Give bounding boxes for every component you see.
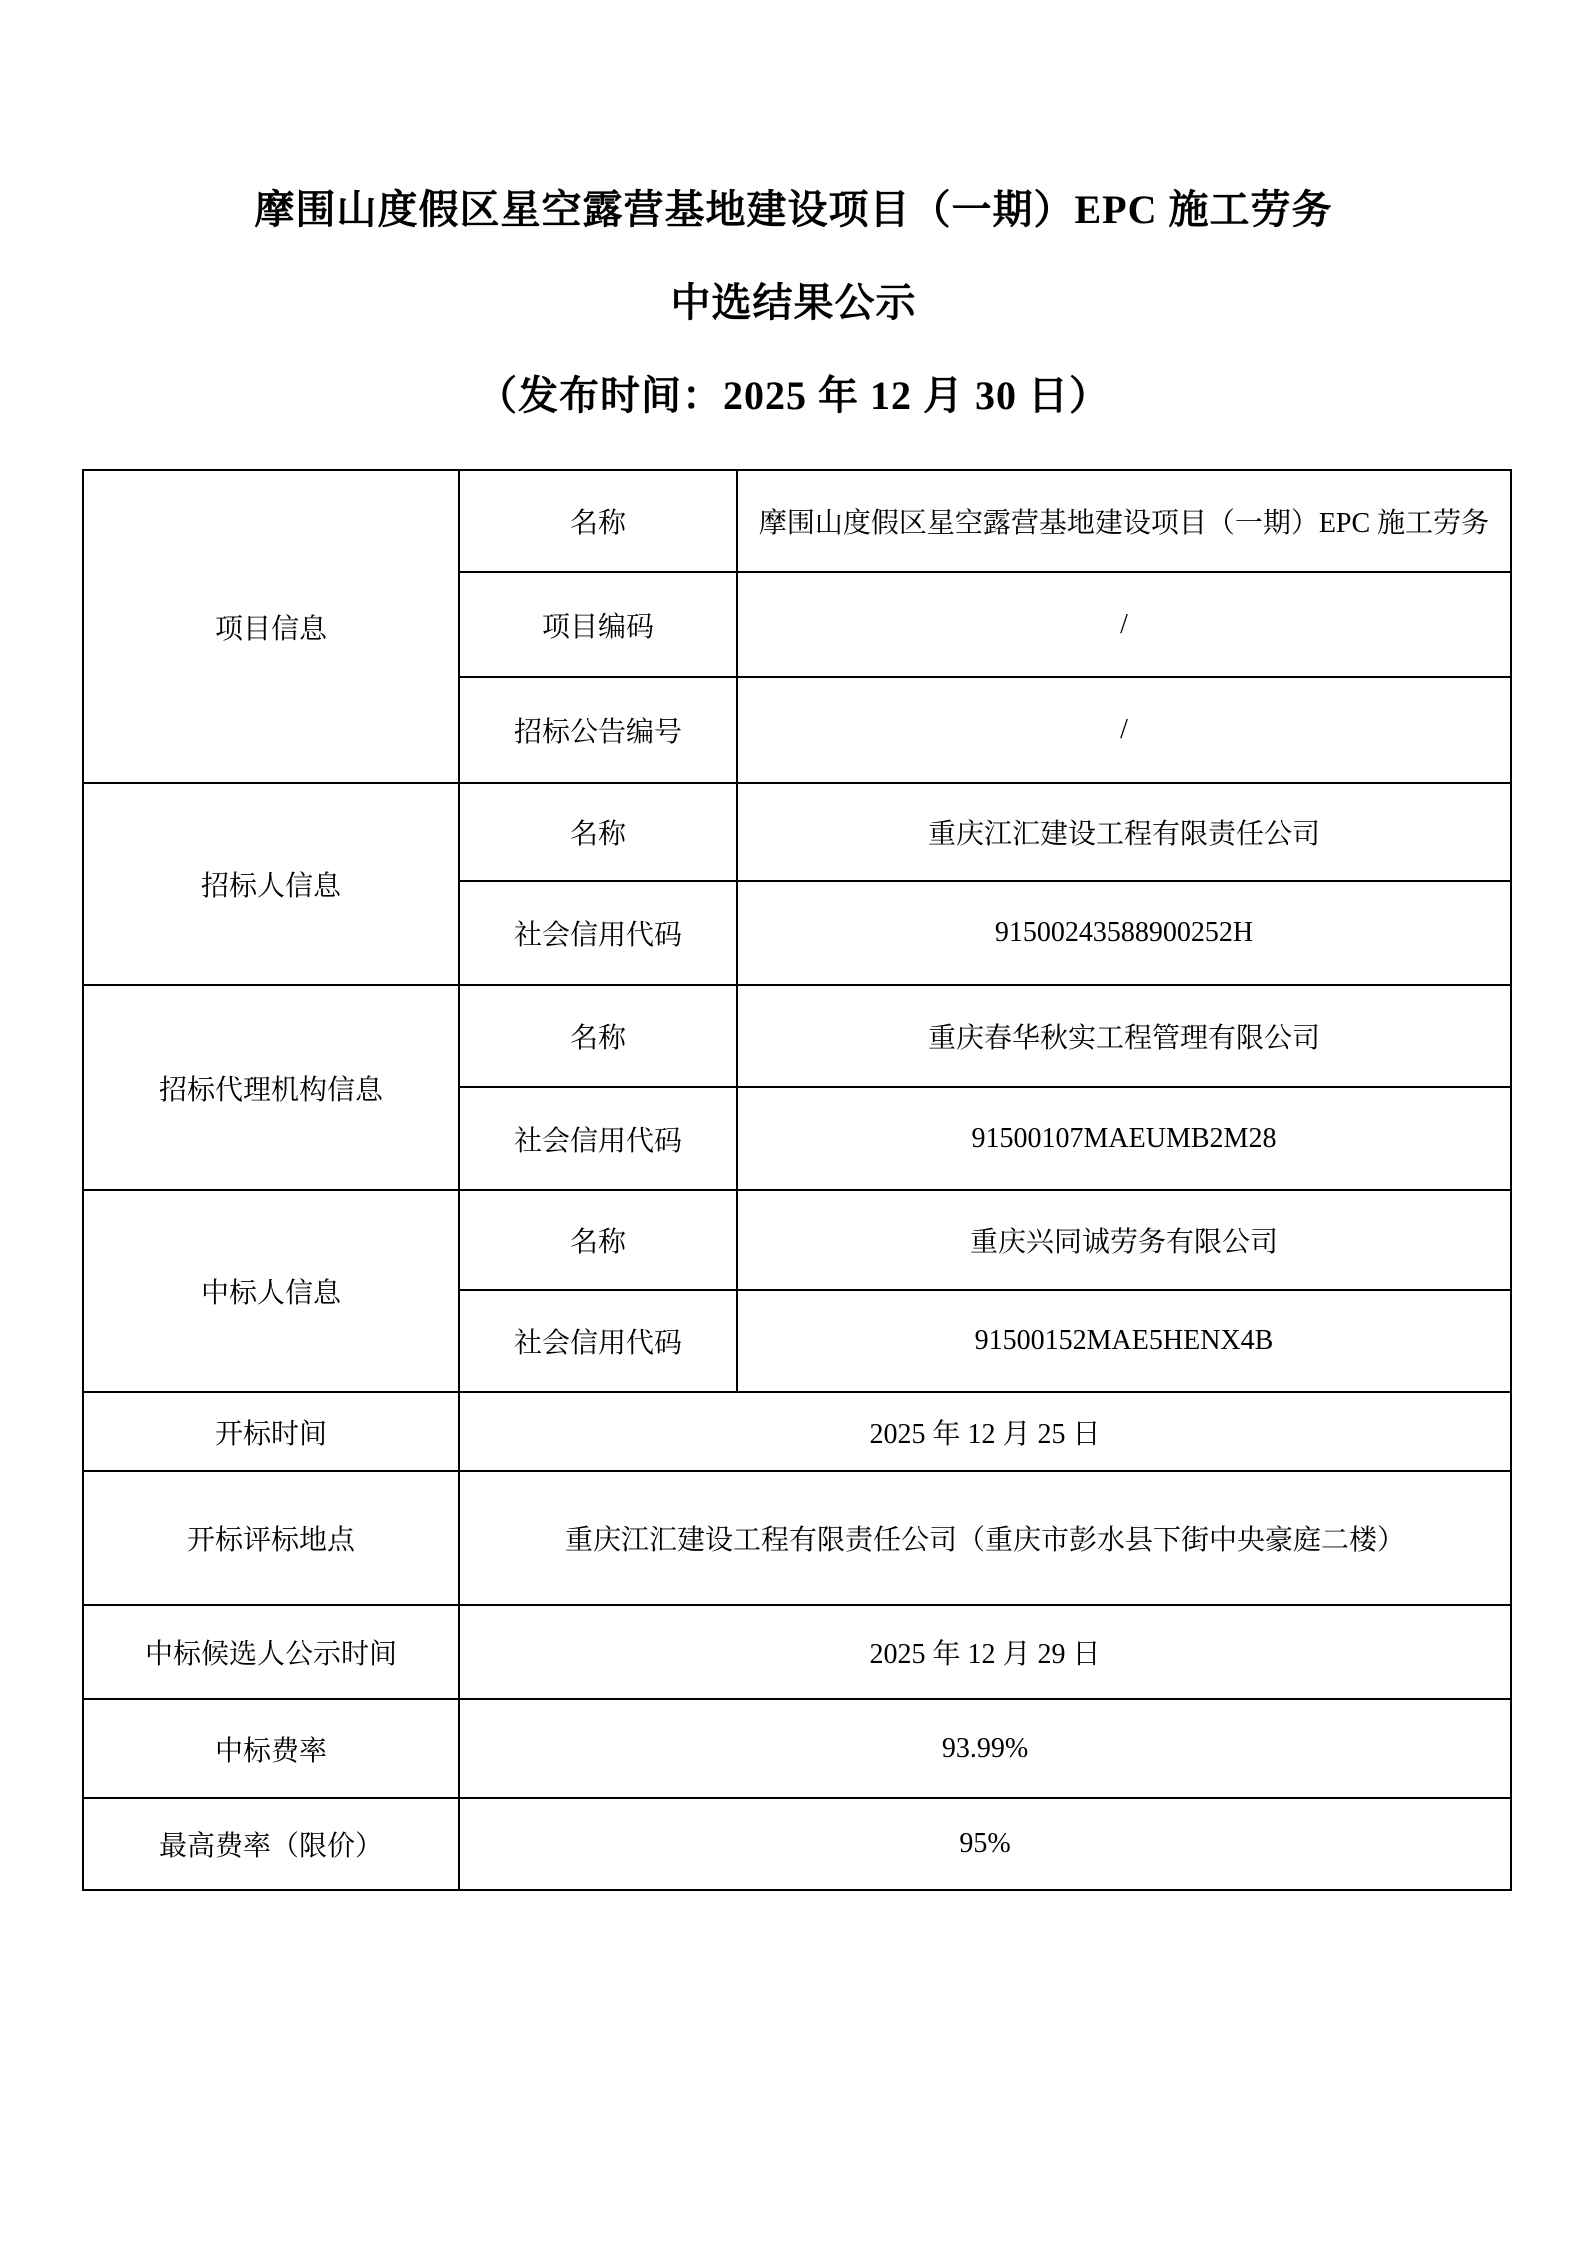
row-value-winning-rate: 93.99% (459, 1699, 1511, 1798)
row-label-candidate-publicity-time: 中标候选人公示时间 (83, 1605, 459, 1699)
group-label-project-info: 项目信息 (83, 470, 459, 783)
field-label-agency-name: 名称 (459, 985, 737, 1087)
field-label-winner-credit-code: 社会信用代码 (459, 1290, 737, 1392)
table-row (83, 1699, 1511, 1798)
field-label-tenderer-credit-code: 社会信用代码 (459, 881, 737, 985)
field-value-announcement-number: / (737, 677, 1511, 783)
row-label-winning-rate: 中标费率 (83, 1699, 459, 1798)
group-label-tenderer-info: 招标人信息 (83, 783, 459, 985)
field-value-project-name: 摩围山度假区星空露营基地建设项目（一期）EPC 施工劳务 (737, 470, 1511, 572)
field-value-project-code: / (737, 572, 1511, 677)
publish-date-line: （发布时间：2025 年 12 月 30 日） (477, 373, 1110, 418)
row-label-bid-opening-time: 开标时间 (83, 1392, 459, 1471)
row-value-bid-opening-time: 2025 年 12 月 25 日 (459, 1392, 1511, 1471)
table-row (83, 783, 1511, 881)
row-value-max-rate-limit: 95% (459, 1798, 1511, 1890)
table-row (83, 1471, 1511, 1605)
field-label-project-code: 项目编码 (459, 572, 737, 677)
document-title-line2: 中选结果公示 (670, 280, 917, 325)
title-block (0, 0, 1587, 416)
field-label-agency-credit-code: 社会信用代码 (459, 1087, 737, 1190)
field-label-tenderer-name: 名称 (459, 783, 737, 881)
table-row (83, 1798, 1511, 1890)
field-value-tenderer-credit-code: 91500243588900252H (737, 881, 1511, 985)
table-row (83, 1605, 1511, 1699)
group-label-winner-info: 中标人信息 (83, 1190, 459, 1392)
table-row (83, 1392, 1511, 1471)
row-label-bid-evaluation-place: 开标评标地点 (83, 1471, 459, 1605)
row-value-bid-evaluation-place: 重庆江汇建设工程有限责任公司（重庆市彭水县下街中央豪庭二楼） (459, 1471, 1511, 1605)
table-row (83, 1190, 1511, 1290)
field-label-project-name: 名称 (459, 470, 737, 572)
field-label-announcement-number: 招标公告编号 (459, 677, 737, 783)
field-label-winner-name: 名称 (459, 1190, 737, 1290)
field-value-agency-name: 重庆春华秋实工程管理有限公司 (737, 985, 1511, 1087)
field-value-winner-credit-code: 91500152MAE5HENX4B (737, 1290, 1511, 1392)
table-row (83, 985, 1511, 1087)
row-label-max-rate-limit: 最高费率（限价） (83, 1798, 459, 1890)
field-value-winner-name: 重庆兴同诚劳务有限公司 (737, 1190, 1511, 1290)
table-row (83, 470, 1511, 572)
field-value-tenderer-name: 重庆江汇建设工程有限责任公司 (737, 783, 1511, 881)
row-value-candidate-publicity-time: 2025 年 12 月 29 日 (459, 1605, 1511, 1699)
bid-result-table (82, 469, 1512, 1891)
document-title-line1: 摩围山度假区星空露营基地建设项目（一期）EPC 施工劳务 (254, 187, 1333, 232)
field-value-agency-credit-code: 91500107MAEUMB2M28 (737, 1087, 1511, 1190)
group-label-agency-info: 招标代理机构信息 (83, 985, 459, 1190)
